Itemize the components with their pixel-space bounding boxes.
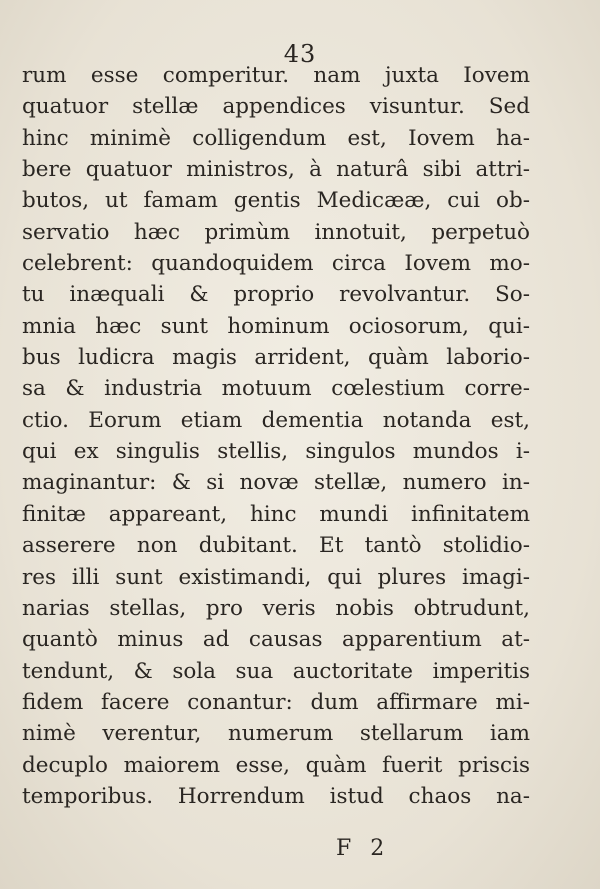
text-line: bere quatuor ministros, à naturâ sibi attri- (22, 157, 530, 183)
text-line: finitæ appareant, hinc mundi infinitatem (22, 501, 530, 527)
text-line: temporibus. Horrendum istud chaos na- (22, 783, 530, 809)
text-line: hinc minimè colligendum est, Iovem ha- (22, 125, 530, 151)
text-line: butos, ut famam gentis Medicææ, cui ob- (22, 188, 530, 214)
text-line: res illi sunt existimandi, qui plures imagi- (22, 564, 530, 590)
text-line: qui ex singulis stellis, singulos mundos i- (22, 439, 530, 465)
text-line: tu inæquali & proprio revolvantur. So- (22, 282, 530, 308)
text-line: narias stellas, pro veris nobis obtrudunt, (22, 595, 530, 621)
text-line: maginantur: & si novæ stellæ, numero in- (22, 470, 530, 496)
page-number: 43 (283, 40, 317, 68)
text-line: celebrent: quandoquidem circa Iovem mo- (22, 251, 530, 277)
text-line: mnia hæc sunt hominum ociosorum, qui- (22, 313, 530, 339)
text-line: servatio hæc primùm innotuit, perpetuò (22, 219, 530, 245)
text-line: fidem facere conantur: dum affirmare mi- (22, 689, 530, 715)
text-line: quatuor stellæ appendices visuntur. Sed (22, 94, 530, 120)
text-line: asserere non dubitant. Et tantò stolidio- (22, 533, 530, 559)
body-text (22, 60, 530, 812)
text-line: sa & industria motuum cœlestium corre- (22, 376, 530, 402)
text-line: ctio. Eorum etiam dementia notanda est, (22, 407, 530, 433)
text-line: rum esse comperitur. nam juxta Iovem (22, 63, 530, 88)
text-line: tendunt, & sola sua auctoritate imperitis (22, 658, 530, 684)
text-line: decuplo maiorem esse, quàm fuerit priscis (22, 752, 530, 778)
text-line: bus ludicra magis arrident, quàm laborio- (22, 345, 530, 371)
signature-mark: F 2 (336, 836, 391, 861)
text-line: quantò minus ad causas apparentium at- (22, 627, 530, 653)
text-line: nimè verentur, numerum stellarum iam (22, 721, 530, 747)
